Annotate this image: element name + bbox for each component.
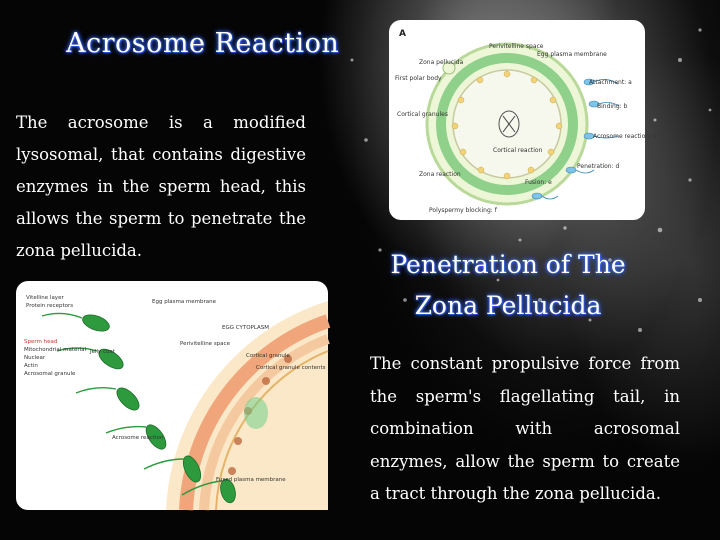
label-acrosomal-granule: Acrosomal granule [24,371,76,377]
label-fusion: Fusion: e [525,179,552,186]
penetration-description: The constant propulsive force from the sperm's flagellating tail, in combination with acrosomal enzymes, allow the sperm to create a tract through the zona pellucida. [370,354,680,503]
fertilization-diagram-a [389,20,657,220]
label-actin: Actin [24,363,38,369]
label-binding: Binding: b [597,103,628,110]
acrosome-reaction-diagram-b [16,281,328,510]
acrosome-description: The acrosome is a modified lysosomal, that contains digestive enzymes in the sperm head, this allows the sperm to penetrate the zona pellucida. [16,113,306,260]
label-attachment: Attachment: a [589,79,632,86]
label-fused-plasma-membrane: Fused plasma membrane [216,477,286,483]
label-first-polar-body: First polar body [395,75,442,82]
label-acrosome-reaction-b: Acrosome reaction [112,435,164,441]
label-perivitelline-space-b: Perivitelline space [180,341,230,347]
label-zona-pellucida: Zona pellucida [419,59,464,66]
label-nuclear: Nuclear [24,355,46,361]
label-vitelline-layer: Vitelline layer [26,295,64,301]
label-cortical-granule-contents: Cortical granule contents [256,365,326,371]
label-egg-plasma-membrane-b: Egg plasma membrane [152,299,217,305]
title-acrosome-reaction: Acrosome Reaction [66,28,340,59]
label-acrosome-reaction: Acrosome reaction: c [593,133,657,140]
label-penetration: Penetration: d [577,163,620,170]
label-protein-receptors: Protein receptors [26,303,74,309]
label-mitochondrial-material: Mitochondrial material [24,347,87,353]
title-penetration-zona-pellucida: Penetration of The Zona Pellucida [390,250,626,320]
label-egg-plasma-membrane: Egg plasma membrane [537,51,607,58]
label-perivitelline-space: Perivitelline space [489,43,544,50]
label-polyspermy-blocking: Polyspermy blocking: f [429,207,497,214]
label-egg-cytoplasm: EGG CYTOPLASM [222,325,270,331]
label-jelly-coat: Jelly coat [90,349,115,355]
label-cortical-granules: Cortical granules [397,111,448,118]
label-zona-reaction: Zona reaction [419,171,461,178]
label-cortical-reaction: Cortical reaction [493,147,543,154]
panel-letter: A [399,29,406,39]
label-cortical-granule: Cortical granule [246,353,290,359]
label-sperm-head: Sperm head [24,339,58,345]
